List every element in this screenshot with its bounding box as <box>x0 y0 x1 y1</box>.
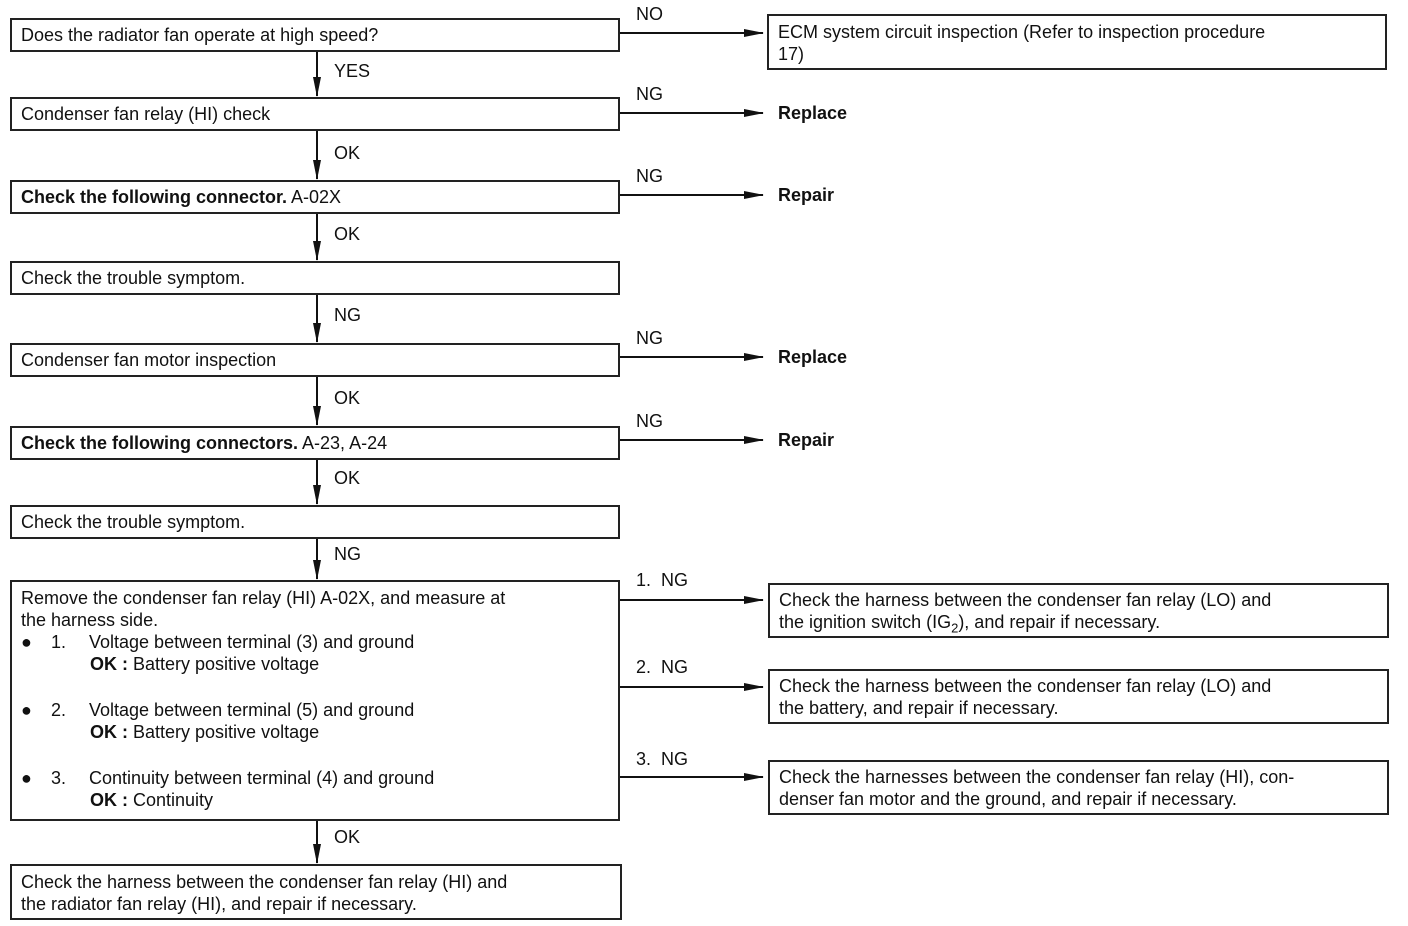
branch-label-1-ng: 1. NG <box>636 570 689 590</box>
branch-label-ng-1: NG <box>636 84 663 104</box>
result-harness-relay-lo-ignition <box>768 583 1389 638</box>
result-line-2: denser fan motor and the ground, and repair if necessary. <box>779 789 1237 809</box>
step-check-connectors-a23-a24 <box>10 426 620 460</box>
item-number: 1. <box>51 632 67 652</box>
step-check-trouble-symptom-1 <box>10 261 620 295</box>
result-line-2: the battery, and repair if necessary. <box>779 698 1059 718</box>
label-ok-2: OK <box>334 224 361 244</box>
result-replace-motor: Replace <box>778 347 848 367</box>
result-harness-relay-lo-battery <box>768 669 1389 724</box>
step-text: Does the radiator fan operate at high speed? <box>21 25 379 45</box>
measure-item-1-ok <box>21 653 609 675</box>
result-line-1: ECM system circuit inspection (Refer to inspection procedure <box>778 22 1266 42</box>
step-text: A-02X <box>287 187 342 207</box>
step-line-2: the radiator fan relay (HI), and repair if necessary. <box>21 894 417 914</box>
ok-label: OK : <box>90 654 128 674</box>
step-text: Check the trouble symptom. <box>21 512 246 532</box>
branch-label-ng-3: NG <box>636 328 663 348</box>
step-radiator-fan-high-speed <box>10 18 620 52</box>
branch-label-2-ng: 2. NG <box>636 657 689 677</box>
branch-label-ng-2: NG <box>636 166 663 186</box>
bullet: ● <box>21 632 32 652</box>
step-final-harness-check <box>10 864 622 920</box>
subscript: 2 <box>951 620 959 636</box>
measure-item-2 <box>21 699 609 721</box>
ok-label: OK : <box>90 722 128 742</box>
item-text: Voltage between terminal (3) and ground <box>89 632 415 652</box>
result-line-2 <box>779 611 1378 636</box>
label-yes: YES <box>334 61 371 81</box>
result-line-1: Check the harnesses between the condenser fan relay (HI), con- <box>779 767 1295 787</box>
label-ok-3: OK <box>334 388 361 408</box>
ok-value: Battery positive voltage <box>133 654 320 674</box>
item-text: Voltage between terminal (5) and ground <box>89 700 415 720</box>
result-repair-connector: Repair <box>778 185 835 205</box>
label-ok-5: OK <box>334 827 361 847</box>
label-ok-4: OK <box>334 468 361 488</box>
result-harness-relay-hi-motor-ground <box>768 760 1389 815</box>
item-number: 3. <box>51 768 67 788</box>
step-check-trouble-symptom-2 <box>10 505 620 539</box>
step-text: Condenser fan motor inspection <box>21 350 277 370</box>
result-replace-relay: Replace <box>778 103 848 123</box>
step-condenser-fan-motor-inspection <box>10 343 620 377</box>
step-text: A-23, A-24 <box>298 433 388 453</box>
step-line-2: the harness side. <box>21 610 159 630</box>
step-text: Condenser fan relay (HI) check <box>21 104 271 124</box>
bullet: ● <box>21 768 32 788</box>
branch-label-ng-4: NG <box>636 411 663 431</box>
ok-value: Battery positive voltage <box>133 722 320 742</box>
step-text-bold: Check the following connectors. <box>21 433 299 453</box>
ok-value: Continuity <box>133 790 214 810</box>
spacer <box>21 675 609 699</box>
measure-item-3 <box>21 767 609 789</box>
step-text-bold: Check the following connector. <box>21 187 288 207</box>
measure-item-2-ok <box>21 721 609 743</box>
item-number: 2. <box>51 700 67 720</box>
step-check-connector-a02x <box>10 180 620 214</box>
result-line-1: Check the harness between the condenser fan relay (LO) and <box>779 590 1272 610</box>
branch-label-no: NO <box>636 4 663 24</box>
result-line-1: Check the harness between the condenser fan relay (LO) and <box>779 676 1272 696</box>
spacer <box>21 743 609 767</box>
measure-item-1 <box>21 631 609 653</box>
bullet: ● <box>21 700 32 720</box>
result-repair-connectors: Repair <box>778 430 835 450</box>
label-ng-1: NG <box>334 305 361 325</box>
step-line-1: Remove the condenser fan relay (HI) A-02X, and measure at <box>21 588 506 608</box>
text-part: ), and repair if necessary. <box>958 612 1161 632</box>
ok-label: OK : <box>90 790 128 810</box>
result-line-2: 17) <box>778 44 805 64</box>
text-part: the ignition switch (IG <box>779 612 952 632</box>
item-text: Continuity between terminal (4) and ground <box>89 768 435 788</box>
step-line-1: Check the harness between the condenser fan relay (HI) and <box>21 872 508 892</box>
label-ok-1: OK <box>334 143 361 163</box>
step-condenser-fan-relay-check <box>10 97 620 131</box>
measure-item-3-ok <box>21 789 609 811</box>
label-ng-2: NG <box>334 544 361 564</box>
step-text: Check the trouble symptom. <box>21 268 246 288</box>
result-ecm-circuit-inspection <box>767 14 1387 70</box>
branch-label-3-ng: 3. NG <box>636 749 689 769</box>
step-remove-relay-measure <box>10 580 620 821</box>
